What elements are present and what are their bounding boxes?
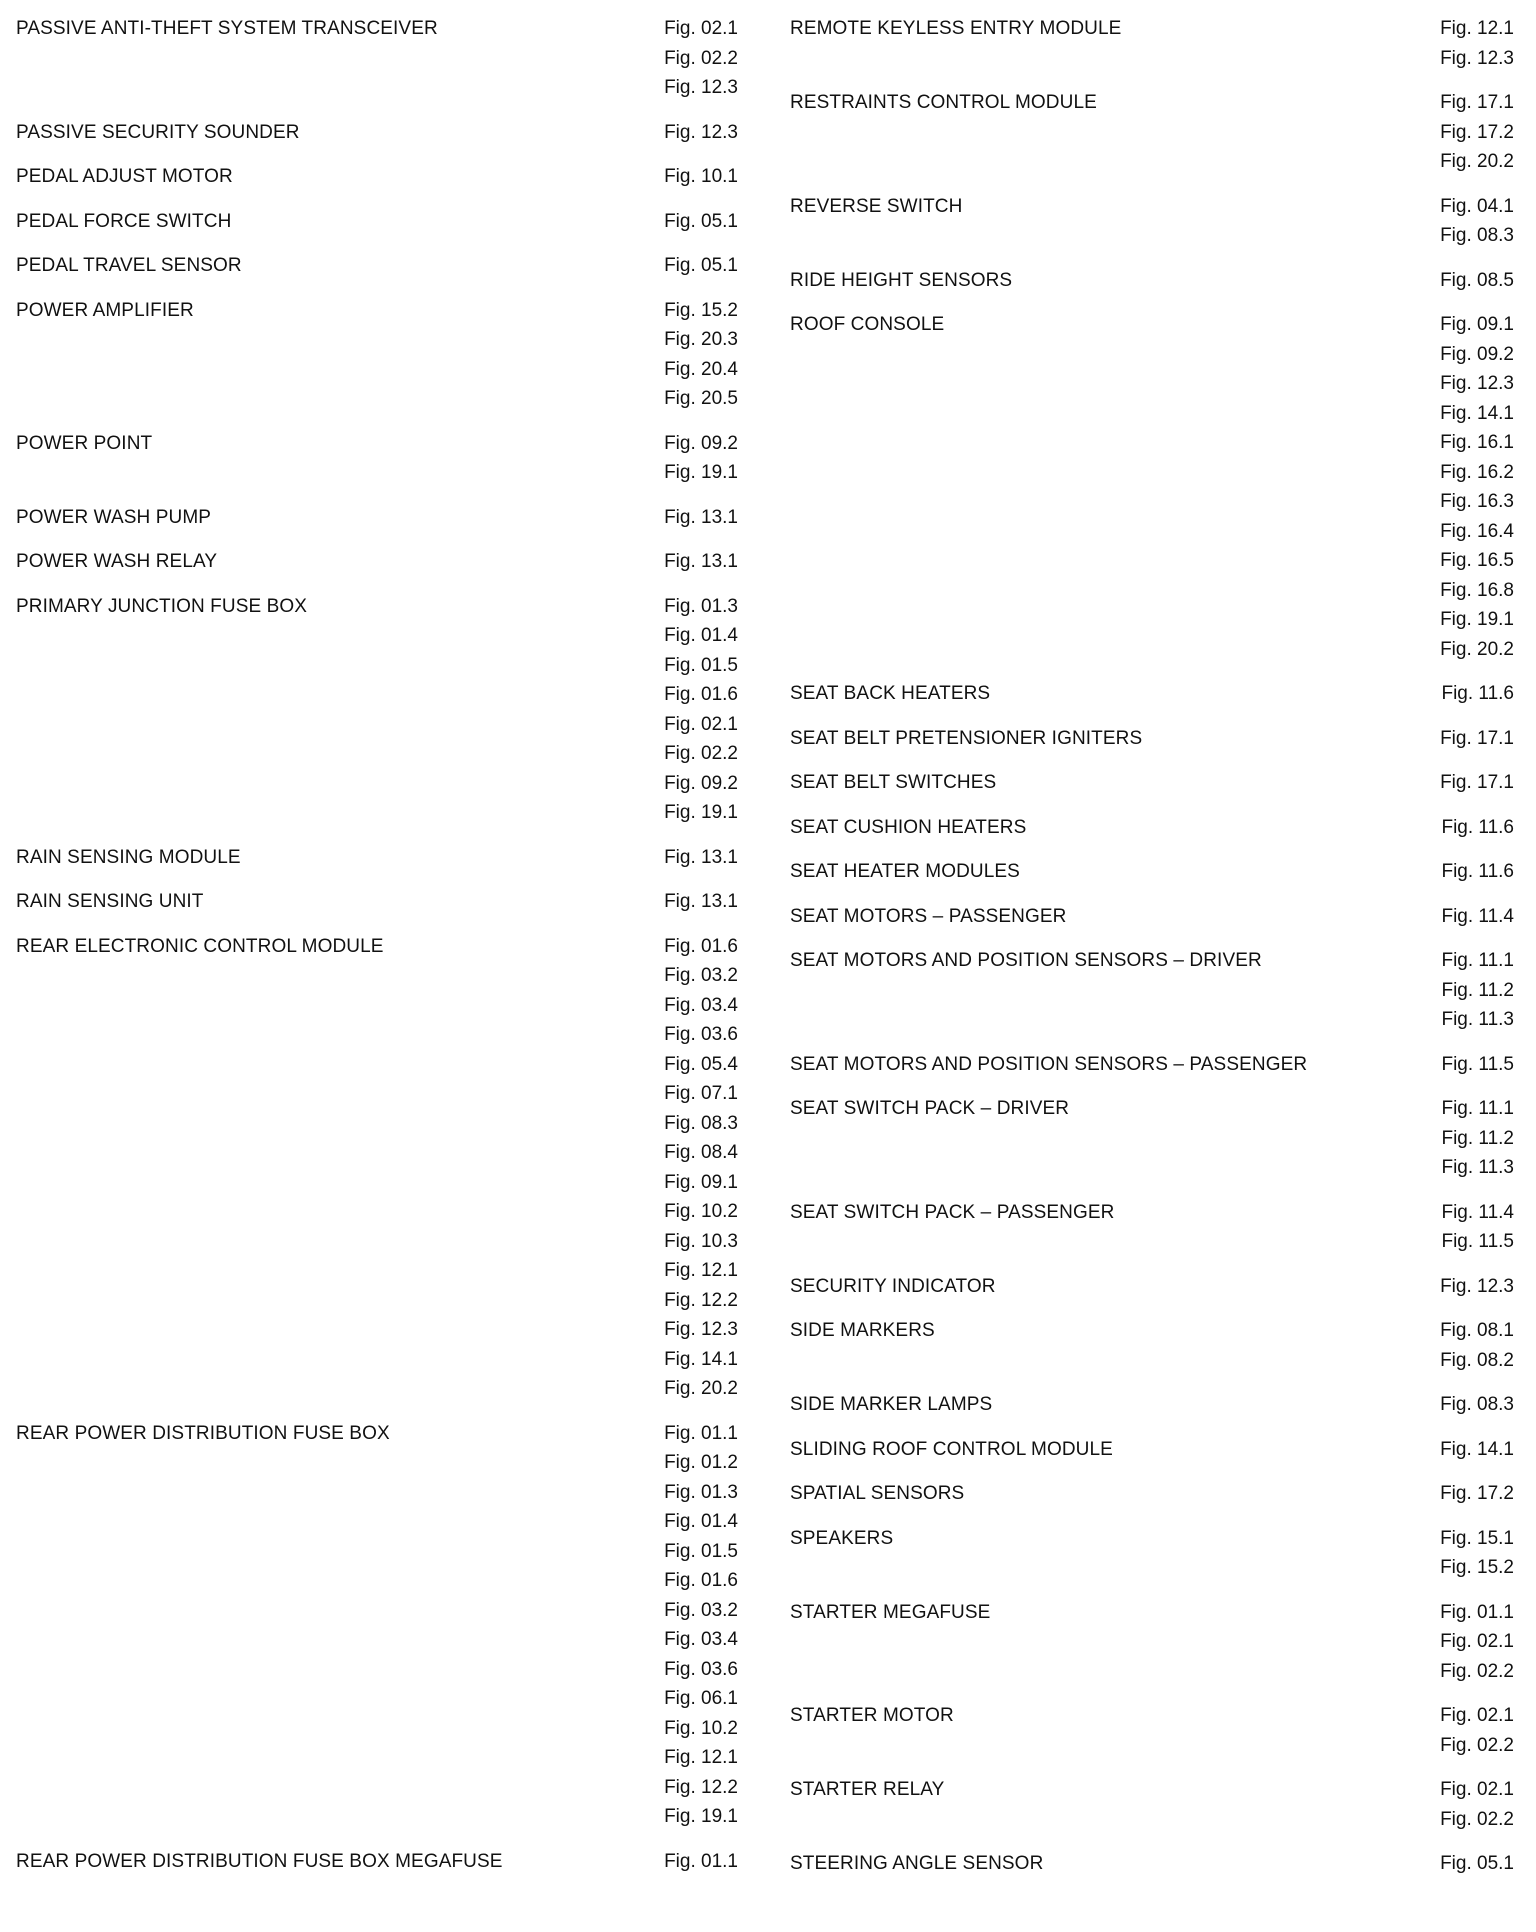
figure-reference: Fig. 19.1 — [664, 462, 738, 483]
index-entry-sliding-roof-control-module — [790, 1435, 1514, 1465]
index-entry-continuation-line — [790, 1657, 1514, 1687]
index-entry-line — [16, 932, 738, 962]
figure-reference: Fig. 11.2 — [1441, 979, 1514, 1001]
index-entry-line — [16, 429, 738, 459]
component-name: REMOTE KEYLESS ENTRY MODULE — [790, 18, 1122, 39]
index-entry-continuation-line — [790, 1005, 1514, 1035]
figure-reference: Fig. 12.3 — [664, 77, 738, 98]
figure-reference: Fig. 19.1 — [664, 1806, 738, 1827]
figure-reference: Fig. 11.6 — [1441, 861, 1514, 882]
index-entry-continuation-line — [16, 680, 738, 710]
component-name: STARTER RELAY — [790, 1779, 945, 1800]
figure-reference: Fig. 11.1 — [1441, 1098, 1514, 1119]
index-entry-continuation-line — [16, 458, 738, 488]
index-entry-seat-belt-switches — [790, 768, 1514, 798]
figure-reference: Fig. 11.5 — [1441, 1053, 1514, 1075]
figure-reference: Fig. 02.1 — [664, 713, 738, 735]
index-entry-continuation-line — [16, 325, 738, 355]
component-name: PEDAL TRAVEL SENSOR — [16, 255, 242, 276]
index-entry-primary-junction-fuse-box — [16, 592, 738, 828]
figure-reference: Fig. 11.4 — [1441, 1201, 1514, 1223]
figure-reference: Fig. 12.3 — [664, 1319, 738, 1340]
figure-reference: Fig. 12.3 — [1440, 373, 1514, 394]
index-column-right — [790, 14, 1514, 1894]
figure-reference: Fig. 11.5 — [1441, 1231, 1514, 1252]
figure-reference: Fig. 17.1 — [1440, 727, 1514, 749]
index-entry-continuation-line — [790, 458, 1514, 488]
index-entry-continuation-line — [790, 147, 1514, 177]
index-entry-continuation-line — [16, 1168, 738, 1198]
figure-reference: Fig. 10.1 — [664, 166, 738, 187]
figure-reference: Fig. 15.1 — [1440, 1527, 1514, 1549]
index-entry-line — [16, 1847, 738, 1877]
component-name: REAR ELECTRONIC CONTROL MODULE — [16, 935, 384, 957]
index-entry-starter-megafuse — [790, 1598, 1514, 1687]
figure-reference: Fig. 08.1 — [1440, 1320, 1514, 1341]
index-entry-continuation-line — [16, 1537, 738, 1567]
figure-reference: Fig. 20.4 — [664, 358, 738, 380]
index-entry-continuation-line — [790, 487, 1514, 517]
index-entry-continuation-line — [16, 798, 738, 828]
index-entry-seat-motors-and-position-sensors-passenger — [790, 1050, 1514, 1080]
index-entry-continuation-line — [790, 1627, 1514, 1657]
index-entry-line — [16, 14, 738, 44]
index-entry-continuation-line — [16, 1109, 738, 1139]
index-entry-continuation-line — [790, 1346, 1514, 1376]
figure-reference: Fig. 20.5 — [664, 388, 738, 409]
index-entry-steering-angle-sensor — [790, 1849, 1514, 1879]
index-entry-continuation-line — [16, 1079, 738, 1109]
index-entry-rear-power-distribution-fuse-box-megafuse — [16, 1847, 738, 1877]
index-entry-continuation-line — [16, 961, 738, 991]
index-entry-line — [790, 1272, 1514, 1302]
index-entry-reverse-switch — [790, 192, 1514, 251]
figure-reference: Fig. 09.2 — [1440, 343, 1514, 365]
figure-reference: Fig. 17.2 — [1440, 1483, 1514, 1504]
component-name: RESTRAINTS CONTROL MODULE — [790, 92, 1097, 113]
index-entry-rear-power-distribution-fuse-box — [16, 1419, 738, 1832]
index-entry-continuation-line — [790, 1553, 1514, 1583]
index-entry-continuation-line — [790, 1124, 1514, 1154]
figure-reference: Fig. 17.2 — [1440, 121, 1514, 143]
index-entry-line — [16, 118, 738, 148]
index-entry-continuation-line — [16, 1050, 738, 1080]
index-entry-restraints-control-module — [790, 88, 1514, 177]
index-entry-seat-motors-and-position-sensors-driver — [790, 946, 1514, 1035]
index-entry-continuation-line — [16, 1374, 738, 1404]
figure-reference: Fig. 13.1 — [664, 891, 738, 912]
index-entry-line — [16, 296, 738, 326]
index-entry-line — [16, 1419, 738, 1449]
component-name: REAR POWER DISTRIBUTION FUSE BOX MEGAFUSE — [16, 1850, 503, 1872]
figure-reference: Fig. 14.1 — [1440, 402, 1514, 424]
index-entry-line — [790, 1316, 1514, 1346]
index-entry-passive-anti-theft-system-transceiver — [16, 14, 738, 103]
index-entry-line — [790, 679, 1514, 709]
figure-reference: Fig. 08.5 — [1440, 269, 1514, 291]
index-entry-continuation-line — [16, 1773, 738, 1803]
component-name: SEAT BACK HEATERS — [790, 683, 991, 704]
index-column-left — [16, 14, 738, 1891]
index-entry-roof-console — [790, 310, 1514, 664]
index-entry-pedal-force-switch — [16, 207, 738, 237]
component-name: SEAT SWITCH PACK – DRIVER — [790, 1098, 1070, 1119]
figure-reference: Fig. 20.2 — [664, 1378, 738, 1399]
figure-reference: Fig. 05.4 — [664, 1053, 738, 1075]
component-name: REVERSE SWITCH — [790, 195, 963, 217]
index-entry-line — [790, 1598, 1514, 1628]
index-entry-speakers — [790, 1524, 1514, 1583]
component-name: SEAT MOTORS AND POSITION SENSORS – DRIVER — [790, 950, 1262, 971]
figure-reference: Fig. 02.1 — [1440, 1705, 1514, 1726]
figure-reference: Fig. 19.1 — [664, 802, 738, 823]
component-name: SLIDING ROOF CONTROL MODULE — [790, 1438, 1113, 1460]
index-entry-continuation-line — [16, 1684, 738, 1714]
figure-reference: Fig. 20.3 — [664, 329, 738, 350]
figure-reference: Fig. 01.2 — [664, 1452, 738, 1473]
index-entry-line — [790, 768, 1514, 798]
index-entry-continuation-line — [790, 399, 1514, 429]
figure-reference: Fig. 09.2 — [664, 432, 738, 454]
figure-reference: Fig. 10.2 — [664, 1201, 738, 1222]
figure-reference: Fig. 16.4 — [1440, 520, 1514, 542]
figure-reference: Fig. 08.3 — [1440, 225, 1514, 246]
index-entry-continuation-line — [790, 546, 1514, 576]
index-entry-line — [790, 1198, 1514, 1228]
figure-reference: Fig. 12.1 — [664, 1747, 738, 1768]
component-name: POWER AMPLIFIER — [16, 299, 194, 321]
index-entry-continuation-line — [16, 1714, 738, 1744]
index-entry-line — [16, 547, 738, 577]
index-entry-continuation-line — [16, 44, 738, 74]
component-name: SIDE MARKERS — [790, 1320, 935, 1341]
component-name: STARTER MEGAFUSE — [790, 1601, 991, 1623]
figure-reference: Fig. 17.1 — [1440, 772, 1514, 793]
index-entry-line — [16, 887, 738, 917]
component-name: SEAT HEATER MODULES — [790, 861, 1020, 882]
figure-reference: Fig. 02.1 — [1440, 1779, 1514, 1800]
index-entry-continuation-line — [16, 1227, 738, 1257]
figure-reference: Fig. 04.1 — [1440, 195, 1514, 217]
figure-reference: Fig. 07.1 — [664, 1083, 738, 1104]
index-entry-continuation-line — [790, 1227, 1514, 1257]
index-entry-continuation-line — [16, 1655, 738, 1685]
index-entry-line — [790, 946, 1514, 976]
component-name: SEAT BELT PRETENSIONER IGNITERS — [790, 727, 1143, 749]
index-entry-continuation-line — [16, 73, 738, 103]
figure-reference: Fig. 08.2 — [1440, 1349, 1514, 1371]
index-entry-continuation-line — [790, 428, 1514, 458]
index-entry-seat-back-heaters — [790, 679, 1514, 709]
figure-reference: Fig. 16.2 — [1440, 461, 1514, 483]
figure-reference: Fig. 16.8 — [1440, 579, 1514, 601]
index-entry-continuation-line — [16, 384, 738, 414]
figure-reference: Fig. 15.2 — [1440, 1557, 1514, 1578]
figure-reference: Fig. 12.2 — [664, 1776, 738, 1798]
figure-reference: Fig. 03.6 — [664, 1658, 738, 1680]
index-entry-starter-relay — [790, 1775, 1514, 1834]
index-entry-remote-keyless-entry-module — [790, 14, 1514, 73]
figure-reference: Fig. 12.3 — [1440, 1275, 1514, 1297]
index-entry-continuation-line — [16, 1478, 738, 1508]
index-entry-continuation-line — [790, 517, 1514, 547]
figure-reference: Fig. 03.4 — [664, 1629, 738, 1650]
figure-reference: Fig. 01.4 — [664, 625, 738, 646]
figure-reference: Fig. 11.2 — [1441, 1127, 1514, 1149]
component-name: STEERING ANGLE SENSOR — [790, 1853, 1044, 1874]
index-entry-line — [16, 162, 738, 192]
figure-reference: Fig. 03.4 — [664, 994, 738, 1016]
index-entry-continuation-line — [790, 1731, 1514, 1761]
index-entry-continuation-line — [16, 355, 738, 385]
index-entry-line — [790, 1435, 1514, 1465]
index-entry-continuation-line — [790, 605, 1514, 635]
component-name: PASSIVE ANTI-THEFT SYSTEM TRANSCEIVER — [16, 18, 438, 39]
index-entry-continuation-line — [790, 635, 1514, 665]
index-entry-seat-belt-pretensioner-igniters — [790, 724, 1514, 754]
index-entry-power-amplifier — [16, 296, 738, 414]
index-entry-continuation-line — [16, 1256, 738, 1286]
index-entry-passive-security-sounder — [16, 118, 738, 148]
figure-reference: Fig. 03.6 — [664, 1024, 738, 1045]
index-entry-line — [790, 857, 1514, 887]
index-entry-line — [790, 902, 1514, 932]
index-entry-continuation-line — [790, 1153, 1514, 1183]
component-name: POWER POINT — [16, 432, 153, 454]
figure-reference: Fig. 02.2 — [664, 47, 738, 69]
figure-reference: Fig. 01.6 — [664, 1570, 738, 1591]
figure-reference: Fig. 10.2 — [664, 1717, 738, 1739]
index-entry-continuation-line — [16, 651, 738, 681]
figure-reference: Fig. 08.3 — [664, 1112, 738, 1134]
component-name: PEDAL ADJUST MOTOR — [16, 166, 233, 187]
component-name: RIDE HEIGHT SENSORS — [790, 269, 1013, 291]
figure-reference: Fig. 13.1 — [664, 846, 738, 868]
figure-reference: Fig. 01.6 — [664, 935, 738, 957]
index-entry-continuation-line — [16, 769, 738, 799]
figure-reference: Fig. 02.2 — [664, 743, 738, 764]
figure-reference: Fig. 11.6 — [1441, 683, 1514, 704]
figure-reference: Fig. 01.1 — [1440, 1601, 1514, 1623]
index-entry-side-marker-lamps — [790, 1390, 1514, 1420]
index-entry-line — [790, 310, 1514, 340]
index-entry-continuation-line — [16, 1625, 738, 1655]
component-name: ROOF CONSOLE — [790, 314, 945, 335]
index-entry-line — [790, 88, 1514, 118]
index-entry-line — [790, 192, 1514, 222]
index-entry-continuation-line — [790, 118, 1514, 148]
figure-reference: Fig. 06.1 — [664, 1688, 738, 1709]
component-name: POWER WASH RELAY — [16, 551, 218, 572]
index-entry-line — [790, 1094, 1514, 1124]
component-name: STARTER MOTOR — [790, 1705, 954, 1726]
figure-reference: Fig. 16.5 — [1440, 550, 1514, 571]
figure-reference: Fig. 13.1 — [664, 506, 738, 528]
figure-reference: Fig. 09.1 — [664, 1171, 738, 1193]
figure-reference: Fig. 05.1 — [664, 210, 738, 232]
figure-reference: Fig. 05.1 — [664, 255, 738, 276]
figure-reference: Fig. 14.1 — [1440, 1438, 1514, 1460]
index-entry-line — [790, 1050, 1514, 1080]
figure-reference: Fig. 03.2 — [664, 965, 738, 986]
figure-reference: Fig. 03.2 — [664, 1599, 738, 1621]
index-entry-line — [790, 1849, 1514, 1879]
figure-reference: Fig. 12.3 — [1440, 47, 1514, 69]
index-entry-spatial-sensors — [790, 1479, 1514, 1509]
figure-reference: Fig. 10.3 — [664, 1230, 738, 1252]
index-entry-continuation-line — [16, 1345, 738, 1375]
component-name: PRIMARY JUNCTION FUSE BOX — [16, 595, 308, 617]
index-entry-starter-motor — [790, 1701, 1514, 1760]
component-name: SEAT CUSHION HEATERS — [790, 816, 1027, 838]
figure-reference: Fig. 02.1 — [1440, 1631, 1514, 1652]
figure-reference: Fig. 02.2 — [1440, 1808, 1514, 1830]
figure-reference: Fig. 19.1 — [1440, 609, 1514, 630]
figure-reference: Fig. 11.6 — [1441, 816, 1514, 838]
figure-reference: Fig. 20.2 — [1440, 638, 1514, 660]
index-entry-seat-heater-modules — [790, 857, 1514, 887]
figure-reference: Fig. 20.2 — [1440, 151, 1514, 172]
figure-reference: Fig. 01.5 — [664, 1540, 738, 1562]
index-entry-continuation-line — [16, 1315, 738, 1345]
index-entry-continuation-line — [790, 976, 1514, 1006]
index-entry-line — [790, 14, 1514, 44]
figure-reference: Fig. 02.2 — [1440, 1734, 1514, 1756]
index-entry-continuation-line — [16, 991, 738, 1021]
figure-reference: Fig. 01.4 — [664, 1511, 738, 1532]
index-entry-continuation-line — [16, 1743, 738, 1773]
index-entry-continuation-line — [790, 340, 1514, 370]
index-entry-continuation-line — [16, 1286, 738, 1316]
component-name: RAIN SENSING MODULE — [16, 846, 241, 868]
index-entry-line — [16, 207, 738, 237]
index-entry-rain-sensing-unit — [16, 887, 738, 917]
index-entry-seat-switch-pack-driver — [790, 1094, 1514, 1183]
figure-reference: Fig. 12.1 — [664, 1260, 738, 1281]
component-name: REAR POWER DISTRIBUTION FUSE BOX — [16, 1422, 390, 1444]
component-name: SECURITY INDICATOR — [790, 1275, 996, 1297]
figure-reference: Fig. 11.1 — [1441, 950, 1514, 971]
figure-reference: Fig. 01.6 — [664, 684, 738, 705]
component-name: SEAT MOTORS – PASSENGER — [790, 905, 1067, 927]
component-name: SPEAKERS — [790, 1527, 894, 1549]
index-entry-power-wash-relay — [16, 547, 738, 577]
index-entry-line — [790, 1775, 1514, 1805]
index-entry-line — [790, 266, 1514, 296]
index-entry-continuation-line — [790, 1805, 1514, 1835]
index-entry-continuation-line — [16, 1020, 738, 1050]
figure-reference: Fig. 01.3 — [664, 1481, 738, 1503]
index-entry-line — [790, 724, 1514, 754]
figure-reference: Fig. 01.5 — [664, 654, 738, 676]
component-name: POWER WASH PUMP — [16, 506, 212, 528]
index-entry-continuation-line — [16, 739, 738, 769]
figure-reference: Fig. 11.3 — [1441, 1157, 1514, 1178]
index-entry-continuation-line — [16, 621, 738, 651]
figure-reference: Fig. 09.2 — [664, 772, 738, 794]
figure-reference: Fig. 13.1 — [664, 551, 738, 572]
figure-reference: Fig. 01.3 — [664, 595, 738, 617]
index-entry-line — [790, 1390, 1514, 1420]
figure-reference: Fig. 11.3 — [1441, 1009, 1514, 1030]
figure-reference: Fig. 02.1 — [664, 18, 738, 39]
index-entry-continuation-line — [16, 1448, 738, 1478]
index-entry-rain-sensing-module — [16, 843, 738, 873]
index-entry-continuation-line — [790, 221, 1514, 251]
index-entry-power-point — [16, 429, 738, 488]
index-entry-seat-motors-passenger — [790, 902, 1514, 932]
index-entry-line — [790, 1701, 1514, 1731]
index-entry-continuation-line — [16, 1138, 738, 1168]
figure-reference: Fig. 12.2 — [664, 1289, 738, 1311]
index-entry-continuation-line — [16, 1596, 738, 1626]
figure-reference: Fig. 02.2 — [1440, 1660, 1514, 1682]
figure-reference: Fig. 16.3 — [1440, 491, 1514, 512]
figure-reference: Fig. 08.4 — [664, 1142, 738, 1163]
index-entry-continuation-line — [790, 576, 1514, 606]
index-entry-ride-height-sensors — [790, 266, 1514, 296]
component-name: SEAT BELT SWITCHES — [790, 772, 997, 793]
index-entry-pedal-adjust-motor — [16, 162, 738, 192]
component-name: SEAT SWITCH PACK – PASSENGER — [790, 1201, 1115, 1223]
index-entry-line — [790, 1479, 1514, 1509]
figure-reference: Fig. 05.1 — [1440, 1853, 1514, 1874]
figure-reference: Fig. 15.2 — [664, 299, 738, 321]
index-entry-line — [16, 503, 738, 533]
component-name: RAIN SENSING UNIT — [16, 891, 204, 912]
index-entry-continuation-line — [790, 44, 1514, 74]
figure-reference: Fig. 12.3 — [664, 121, 738, 143]
index-entry-line — [16, 251, 738, 281]
component-name: SEAT MOTORS AND POSITION SENSORS – PASSENGER — [790, 1053, 1308, 1075]
figure-reference: Fig. 16.1 — [1440, 432, 1514, 453]
component-name: SIDE MARKER LAMPS — [790, 1394, 993, 1415]
figure-reference: Fig. 01.1 — [664, 1422, 738, 1444]
component-name: PEDAL FORCE SWITCH — [16, 210, 232, 232]
figure-reference: Fig. 17.1 — [1440, 92, 1514, 113]
index-entry-seat-switch-pack-passenger — [790, 1198, 1514, 1257]
figure-reference: Fig. 09.1 — [1440, 314, 1514, 335]
index-entry-continuation-line — [16, 710, 738, 740]
index-entry-power-wash-pump — [16, 503, 738, 533]
index-entry-line — [16, 592, 738, 622]
index-entry-line — [790, 813, 1514, 843]
index-entry-side-markers — [790, 1316, 1514, 1375]
figure-reference: Fig. 11.4 — [1441, 905, 1514, 927]
index-entry-seat-cushion-heaters — [790, 813, 1514, 843]
component-name: PASSIVE SECURITY SOUNDER — [16, 121, 300, 143]
figure-reference: Fig. 12.1 — [1440, 18, 1514, 39]
index-entry-continuation-line — [16, 1802, 738, 1832]
index-entry-continuation-line — [16, 1507, 738, 1537]
index-entry-continuation-line — [790, 369, 1514, 399]
index-entry-line — [16, 843, 738, 873]
index-entry-security-indicator — [790, 1272, 1514, 1302]
index-entry-pedal-travel-sensor — [16, 251, 738, 281]
figure-reference: Fig. 01.1 — [664, 1850, 738, 1872]
figure-reference: Fig. 14.1 — [664, 1348, 738, 1370]
figure-reference: Fig. 08.3 — [1440, 1394, 1514, 1415]
component-name: SPATIAL SENSORS — [790, 1483, 965, 1504]
index-entry-continuation-line — [16, 1566, 738, 1596]
index-entry-line — [790, 1524, 1514, 1554]
index-entry-continuation-line — [16, 1197, 738, 1227]
index-entry-rear-electronic-control-module — [16, 932, 738, 1404]
